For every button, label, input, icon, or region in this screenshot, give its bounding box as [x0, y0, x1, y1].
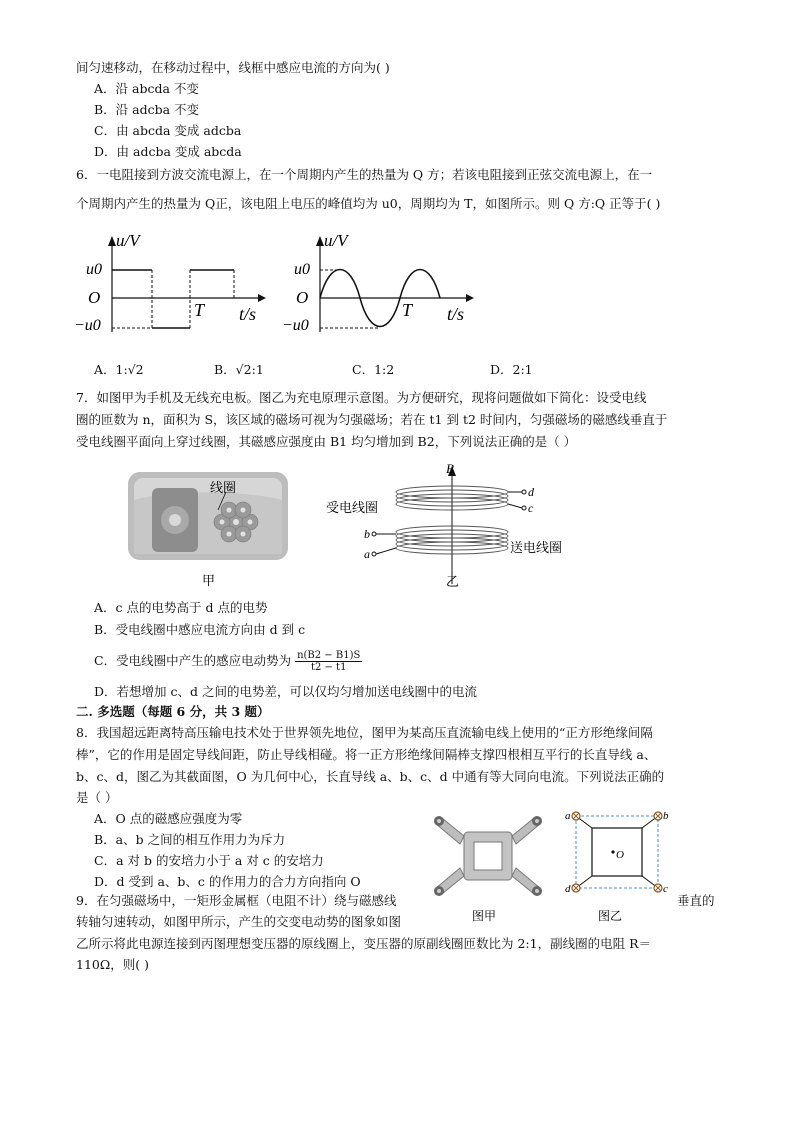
section-2-heading: 二. 多选题（每题 6 分，共 3 题）: [76, 704, 270, 719]
q7-figure-yi: [322, 462, 582, 592]
q7-yi-terminal-a: a: [364, 547, 370, 561]
q6-g2-yaxis-label: u/V: [324, 231, 348, 250]
q6-g1-yaxis-label: u/V: [116, 231, 140, 250]
q7-yi-terminal-b: b: [364, 527, 370, 541]
q6-g2-u0: u0: [294, 261, 310, 278]
q8-stem-line4: 是（ ）: [76, 790, 118, 805]
sine-wave-graph: [282, 231, 474, 334]
q8-yi-label-b: b: [663, 810, 669, 822]
q8-yi-label-c: c: [663, 883, 668, 895]
q7-option-d: D．若想增加 c、d 之间的电势差，可以仅均匀增加送电线圈中的电流: [94, 684, 477, 699]
q6-g2-xaxis-label: t/s: [447, 304, 465, 324]
q7-fraction-denominator: t2 − t1: [310, 662, 347, 673]
q5-option-a: A．沿 abcda 不变: [94, 81, 199, 96]
q8-option-c: C．a 对 b 的安培力小于 a 对 c 的安培力: [94, 853, 324, 868]
q6-g1-period: T: [194, 300, 205, 320]
q7-yi-b-label: B: [446, 461, 454, 476]
q8-jia-caption: 图甲: [472, 909, 497, 923]
q8-yi-caption: 图乙: [598, 909, 623, 923]
q7-option-b: B．受电线圈中感应电流方向由 d 到 c: [94, 622, 306, 637]
q8-stem-line1: 8．我国超远距离特高压输电技术处于世界领先地位，图甲为某高压直流输电线上使用的“正方形绝缘间隔: [76, 725, 653, 740]
q7-yi-caption: 乙: [446, 574, 460, 589]
q6-option-b: B．√2:1: [214, 362, 264, 377]
q6-g1-origin: O: [88, 288, 101, 307]
q6-g1-neg-u0: −u0: [74, 317, 101, 334]
q6-g2-neg-u0: −u0: [282, 317, 309, 334]
q8-yi-label-a: a: [565, 810, 571, 822]
square-wave-graph: [74, 231, 266, 334]
q6-stem-line1: 6．一电阻接到方波交流电源上，在一个周期内产生的热量为 Q 方；若该电阻接到正弦交流电源上，在一: [76, 167, 653, 182]
q8-stem-line2: 棒”，它的作用是固定导线间距，防止导线相碰。将一正方形绝缘间隔棒支撑四根相互平行的长直导线 a、: [76, 747, 657, 762]
q5-option-c: C．由 abcda 变成 adcba: [94, 123, 242, 138]
q7-yi-terminal-d: d: [528, 485, 534, 499]
q6-g2-period: T: [402, 300, 413, 320]
q5-option-d: D．由 adcba 变成 abcda: [94, 144, 242, 159]
q7-jia-caption: 甲: [202, 573, 216, 588]
q7-yi-send-label: 送电线圈: [510, 540, 563, 555]
q6-g1-xaxis-label: t/s: [239, 304, 257, 324]
q7-stem-line1: 7．如图甲为手机及无线充电板。图乙为充电原理示意图。为方便研究，现将问题做如下简化：设受电线: [76, 390, 647, 405]
q8-option-b: B．a、b 之间的相互作用力为斥力: [94, 832, 286, 847]
q6-g2-origin: O: [296, 288, 309, 307]
q7-option-a: A．c 点的电势高于 d 点的电势: [94, 600, 268, 615]
q6-waveform-graphs: [74, 231, 494, 342]
q8-figure-yi: [562, 804, 674, 928]
q8-figure-jia: [430, 808, 548, 928]
q6-option-c: C．1:2: [352, 362, 395, 377]
q9-stem-line1-tail: 垂直的: [677, 893, 715, 908]
q7-figure-jia: [126, 470, 292, 590]
q8-option-a: A．O 点的磁感应强度为零: [94, 811, 243, 826]
q6-option-a: A．1:√2: [94, 362, 144, 377]
q7-option-c-text: C．受电线圈中产生的感应电动势为: [94, 653, 292, 668]
q9-stem-line4: 110Ω，则( ): [76, 957, 149, 972]
q5-stem-tail: 间匀速移动，在移动过程中，线框中感应电流的方向为( ): [76, 60, 390, 75]
q7-yi-terminal-c: c: [528, 501, 534, 515]
q7-jia-coil-label: 线圈: [210, 480, 237, 495]
q6-option-d: D．2:1: [490, 362, 533, 377]
q6-stem-line2: 个周期内产生的热量为 Q正，该电阻上电压的峰值均为 u0，周期均为 T，如图所示。则 Q 方:Q 正等于( ): [76, 196, 661, 211]
q7-yi-recv-label: 受电线圈: [326, 500, 379, 515]
q7-fraction-numerator: n(B2 − B1)S: [297, 650, 361, 661]
q8-yi-label-d: d: [565, 883, 571, 895]
q9-stem-line2: 转轴匀速转动，如图甲所示，产生的交变电动势的图象如图: [76, 914, 402, 929]
q8-stem-line3: b、c、d，图乙为其截面图，O 为几何中心，长直导线 a、b、c、d 中通有等大同向电流。下列说法正确的: [76, 769, 665, 784]
q8-option-d: D．d 受到 a、b、c 的作用力的合力方向指向 O: [94, 874, 361, 889]
q9-stem-line3: 乙所示将此电源连接到丙图理想变压器的原线圈上，变压器的原副线圈匝数比为 2:1，副线圈的电阻 R＝: [76, 936, 651, 951]
q7-option-c: [94, 647, 362, 675]
q6-g1-u0: u0: [86, 261, 102, 278]
q7-stem-line3: 受电线圈平面向上穿过线圈，其磁感应强度由 B1 均匀增加到 B2，下列说法正确的是（ ）: [76, 434, 577, 449]
q9-stem-line1: 9．在匀强磁场中，一矩形金属框（电阻不计）绕与磁感线: [76, 893, 397, 908]
q5-option-b: B．沿 adcba 不变: [94, 102, 200, 117]
q8-yi-label-o: O: [616, 849, 624, 861]
q7-option-c-fraction: [295, 650, 362, 673]
q7-stem-line2: 圈的匝数为 n，面积为 S，该区域的磁场可视为匀强磁场；若在 t1 到 t2 时间内，匀强磁场的磁感线垂直于: [76, 412, 668, 427]
